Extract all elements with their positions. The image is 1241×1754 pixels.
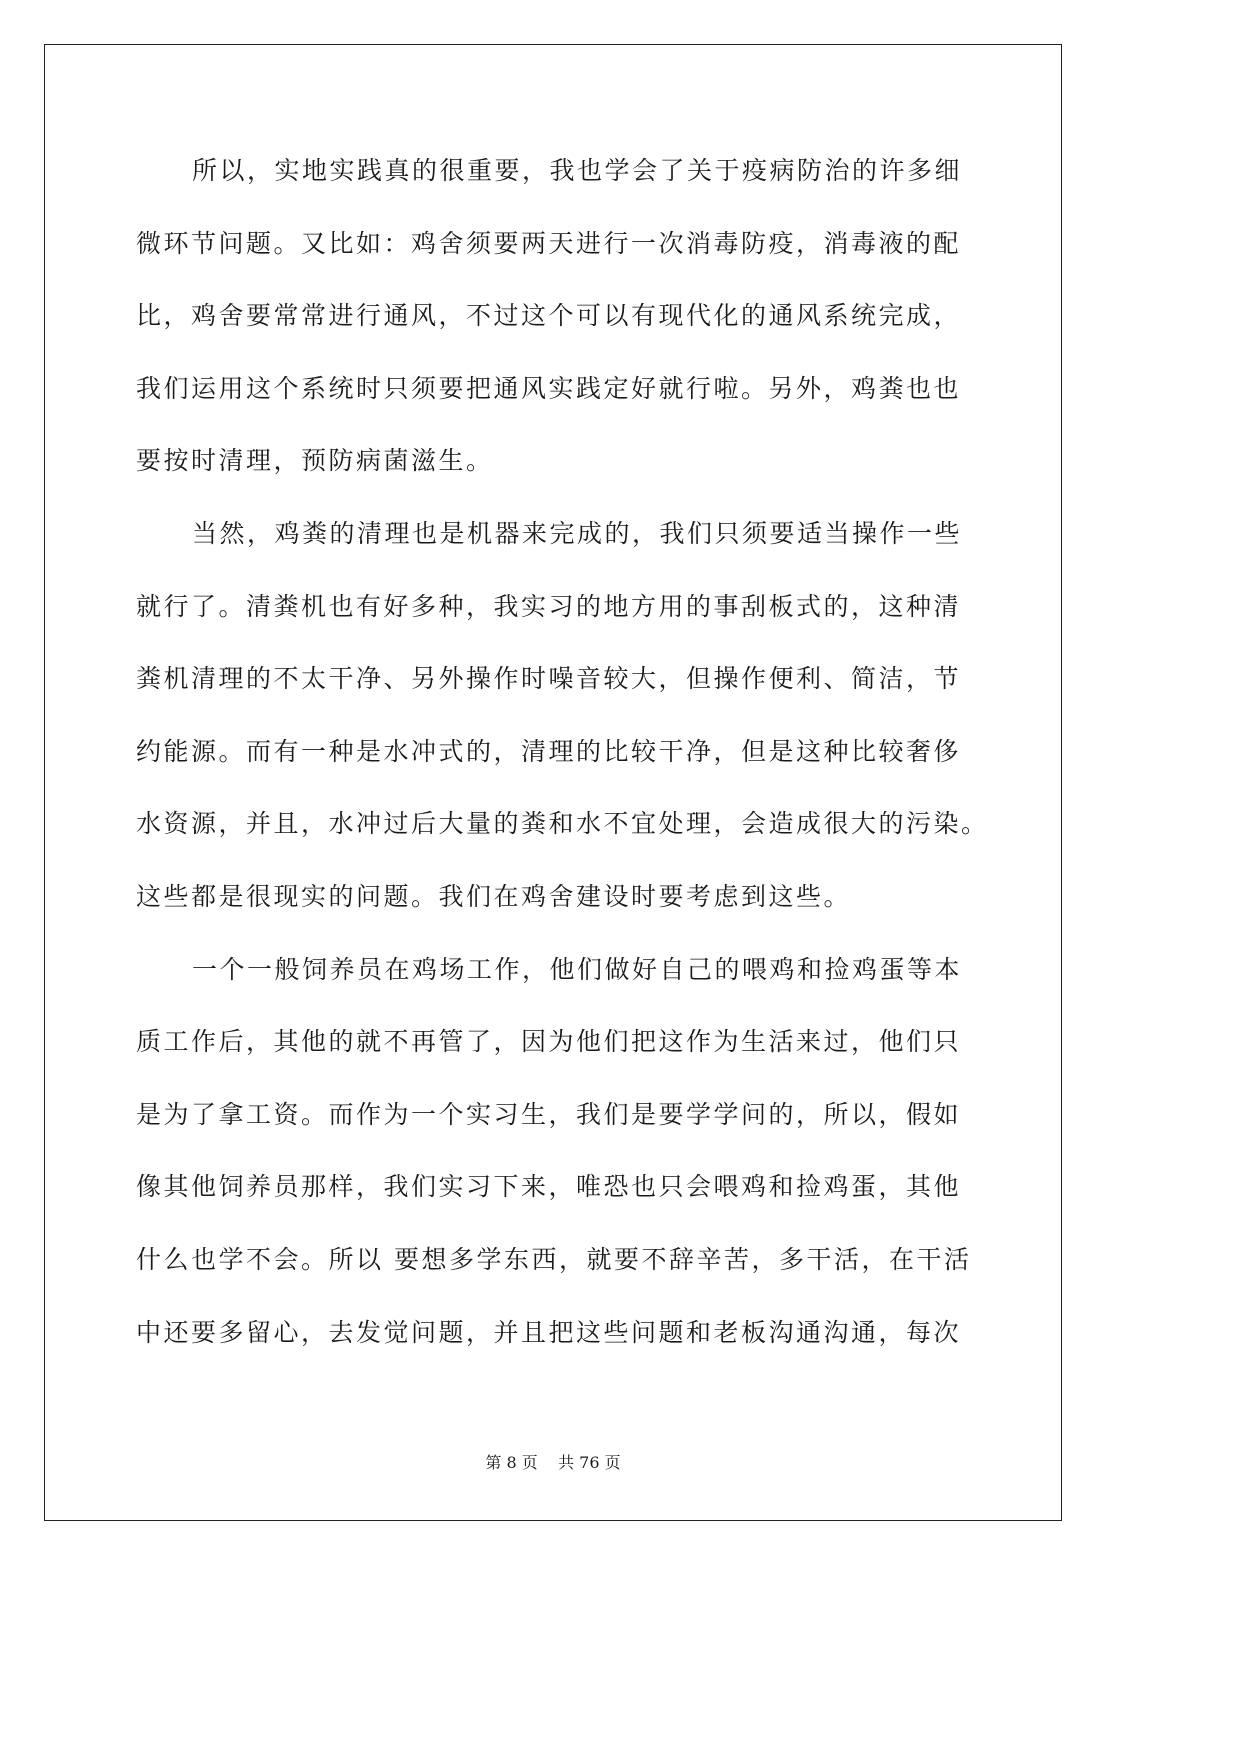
text-line: 水资源，并且，水冲过后大量的粪和水不宜处理，会造成很大的污染。 xyxy=(136,809,989,839)
text-line: 约能源。而有一种是水冲式的，清理的比较干净，但是这种比较奢侈 xyxy=(136,736,962,766)
text-line: 质工作后，其他的就不再管了，因为他们把这作为生活来过，他们只 xyxy=(136,1027,962,1057)
text-line: 这些都是很现实的问题。我们在鸡舍建设时要考虑到这些。 xyxy=(136,881,852,911)
text-line: 就行了。清粪机也有好多种，我实习的地方用的事刮板式的，这种清 xyxy=(136,591,962,621)
text-line: 什么也学不会。所以 要想多学东西，就要不辞辛苦，多干活，在干活 xyxy=(136,1244,972,1274)
paragraph xyxy=(136,946,976,1382)
text-line: 当然，鸡粪的清理也是机器来完成的，我们只须要适当操作一些 xyxy=(192,518,963,548)
text-line: 微环节问题。又比如：鸡舍须要两天进行一次消毒防疫，消毒液的配 xyxy=(136,228,962,258)
text-line: 我们运用这个系统时只须要把通风实践定好就行啦。另外，鸡粪也也 xyxy=(136,373,962,403)
page-number-footer: 第 8 页 共 76 页 xyxy=(485,1453,621,1472)
text-line: 比，鸡舍要常常进行通风，不过这个可以有现代化的通风系统完成， xyxy=(136,301,962,331)
text-line: 一个一般饲养员在鸡场工作，他们做好自己的喂鸡和捡鸡蛋等本 xyxy=(192,954,963,984)
text-line: 像其他饲养员那样，我们实习下来，唯恐也只会喂鸡和捡鸡蛋，其他 xyxy=(136,1172,962,1202)
paragraph xyxy=(136,510,989,946)
text-line: 中还要多留心，去发觉问题，并且把这些问题和老板沟通沟通，每次 xyxy=(136,1317,962,1347)
text-line: 要按时清理，预防病菌滋生。 xyxy=(136,446,494,476)
text-line: 是为了拿工资。而作为一个实习生，我们是要学学问的，所以，假如 xyxy=(136,1099,962,1129)
text-line: 粪机清理的不太干净、另外操作时噪音较大，但操作便利、简洁，节 xyxy=(136,664,962,694)
paragraph xyxy=(136,147,976,510)
document-body xyxy=(136,147,989,1381)
text-line: 所以，实地实践真的很重要，我也学会了关于疫病防治的许多细 xyxy=(192,156,963,185)
